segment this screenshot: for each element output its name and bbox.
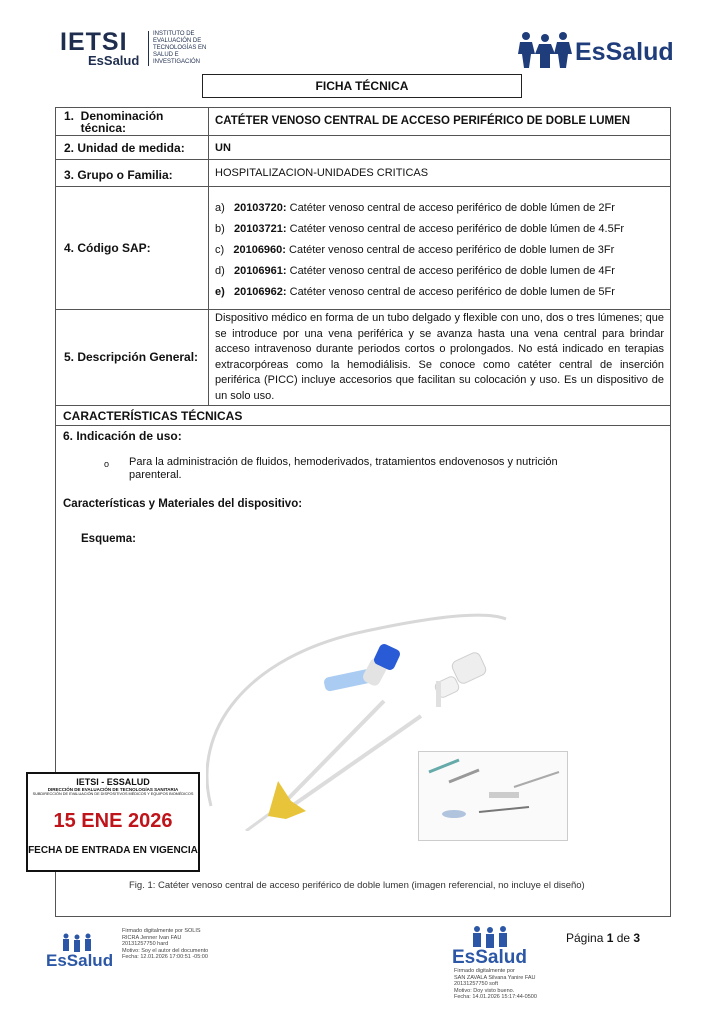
kit-inset-image (418, 751, 568, 841)
label-descripcion: 5. Descripción General: (56, 310, 209, 406)
stamp-caption: FECHA DE ENTRADA EN VIGENCIA (28, 845, 198, 856)
page-number: Página 1 de 3 (566, 931, 641, 945)
ietsi-logo-text: IETSI (60, 28, 128, 56)
sap-list (215, 187, 664, 310)
label-unidad: 2. Unidad de medida: (56, 136, 209, 160)
value-descripcion: Dispositivo médico en forma de un tubo delgado y flexible con uno, dos o tres lúmenes; que se introduce por una vena periférica y se avanza hasta una vena central para brindar acceso intravenoso durante periodos cortos o prolongados. No está indicado en terapias extracorpóreas como la hemodiálisis. Se conoce como catéter central de inserción periférica (PICC) incluye accesorios que facilitan su colocación y uso. Es un dispositivo de un solo uso. (215, 312, 664, 402)
sap-item: a) 20103720: Catéter venoso central de acceso periférico de doble lúmen de 2Fr (215, 202, 615, 214)
footer-logo-center-text: EsSalud (452, 947, 527, 968)
sap-item: b) 20103721: Catéter venoso central de acceso periférico de doble lúmen de 4.5Fr (215, 223, 625, 235)
bullet-circle-icon: o (104, 459, 110, 469)
footer-logo-left-text: EsSalud (46, 951, 114, 970)
row-denominacion (56, 108, 670, 135)
essalud-logo (517, 30, 677, 72)
label-indicacion: 6. Indicación de uso: (63, 429, 182, 443)
stamp-line1: IETSI - ESSALUD (76, 777, 150, 787)
ietsi-institute-text: INSTITUTO DE EVALUACIÓN DE TECNOLOGÍAS EN SALUD E INVESTIGACIÓN (148, 31, 223, 66)
page-title: FICHA TÉCNICA (202, 74, 522, 98)
row-unidad (56, 135, 670, 160)
sap-item: e) 20106962: Catéter venoso central de acceso periférico de doble lumen de 5Fr (215, 286, 615, 298)
essalud-family-icon (60, 933, 94, 953)
sap-item: c) 20106960: Catéter venoso central de acceso periférico de doble lumen de 3Fr (215, 244, 615, 256)
essalud-logo-text: EsSalud (575, 38, 674, 66)
row-codigo-sap (56, 186, 670, 310)
materials-title: Características y Materiales del dispositivo: (63, 498, 303, 510)
value-grupo: HOSPITALIZACION-UNIDADES CRITICAS (215, 167, 429, 179)
stamp-line2: DIRECCIÓN DE EVALUACIÓN DE TECNOLOGÍAS SANITARIA (47, 787, 179, 792)
value-denominacion: CATÉTER VENOSO CENTRAL DE ACCESO PERIFÉRICO DE DOBLE LUMEN (215, 115, 631, 127)
label-denominacion: 1. Denominación técnica: (56, 108, 209, 135)
stamp-line3: SUBDIRECCIÓN DE EVALUACIÓN DE DISPOSITIVOS MÉDICOS Y EQUIPOS BIOMÉDICOS (32, 792, 194, 796)
kit-accessories-icon (419, 752, 567, 840)
signature-center: Firmado digitalmente por SAN ZAVALA Silvana Yanire FAU 20131257750 soft Motivo: Doy visto bueno. Fecha: 14.01.2026 15:17:44-0500 (454, 968, 537, 1000)
sap-item: d) 20106961: Catéter venoso central de acceso periférico de doble lumen de 4Fr (215, 265, 615, 277)
ietsi-logo (60, 30, 210, 72)
signature-left: Firmado digitalmente por SOLIS RICRA Jenner Ivan FAU 20131257750 hard Motivo: Soy el autor del documento Fecha: 12.01.2026 17:00:51 -05:00 (122, 928, 209, 960)
section-caracteristicas (56, 405, 670, 426)
label-grupo: 3. Grupo o Familia: (56, 160, 209, 187)
essalud-family-icon (470, 926, 510, 948)
label-codigo-sap: 4. Código SAP: (56, 187, 209, 310)
figure-caption: Fig. 1: Catéter venoso central de acceso periférico de doble lumen (imagen referencial, no incluye el diseño) (129, 880, 585, 891)
row-grupo (56, 159, 670, 187)
footer-logo-center (452, 926, 532, 968)
value-unidad: UN (215, 142, 231, 154)
ietsi-logo-sub: EsSalud (88, 53, 140, 68)
row-descripcion (56, 309, 670, 406)
indicacion-bullet: Para la administración de fluidos, hemoderivados, tratamientos endovenosos y nutrición parenteral. (129, 456, 558, 481)
essalud-family-icon (517, 30, 573, 70)
stamp-date: 15 ENE 2026 (53, 810, 173, 832)
section-title: CARACTERÍSTICAS TÉCNICAS (63, 409, 243, 423)
vigencia-stamp (26, 772, 200, 872)
schema-title: Esquema: (81, 533, 136, 545)
footer-logo-left (46, 933, 114, 973)
